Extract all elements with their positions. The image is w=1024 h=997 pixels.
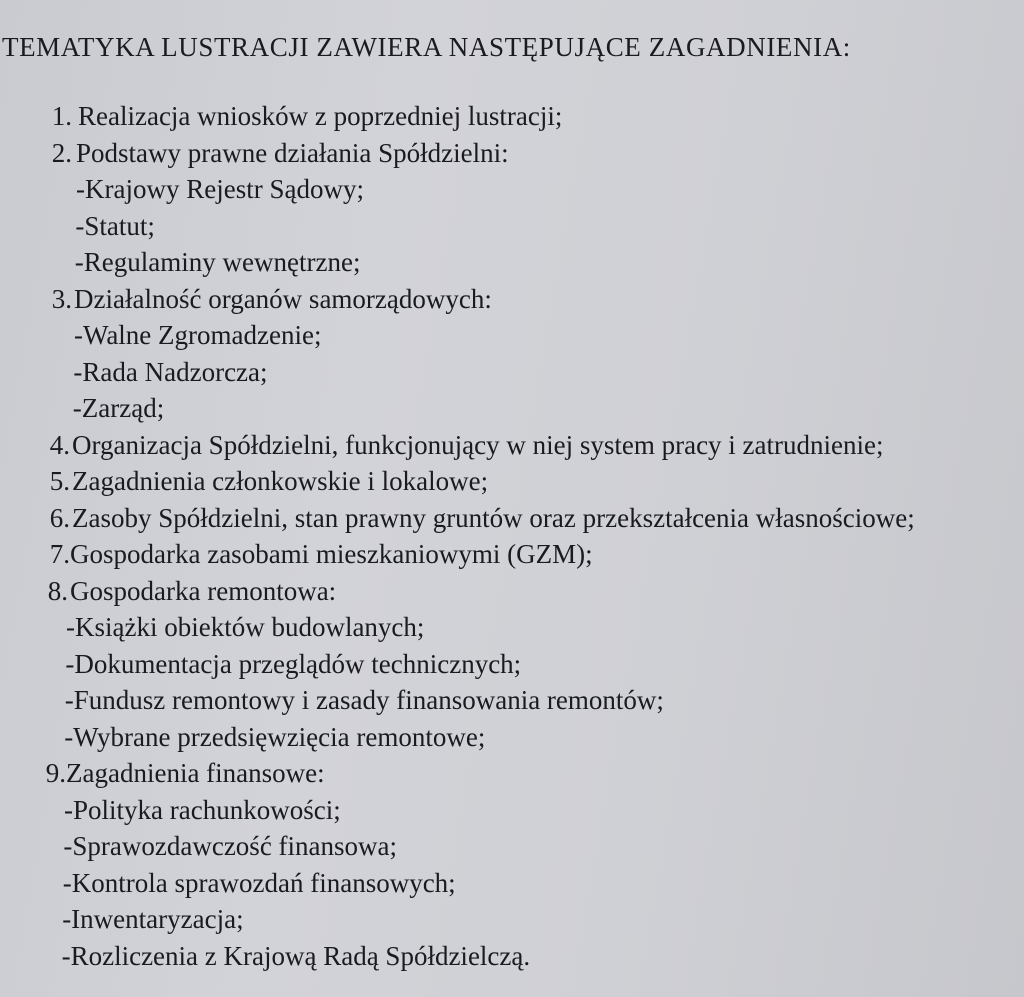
topic-text: Zasoby Spółdzielni, stan prawny gruntów oraz przekształcenia własnościowe; [72, 502, 915, 533]
topic-subitem [0, 609, 1024, 646]
topic-text: Gospodarka zasobami mieszkaniowymi (GZM); [70, 539, 593, 569]
topic-subitem [0, 390, 1024, 427]
topic-item [0, 500, 1024, 537]
topic-number: 6. [49, 502, 70, 533]
topic-text: Realizacja wniosków z poprzedniej lustracji; [78, 101, 563, 131]
topic-subitem [0, 208, 1024, 245]
topic-item [0, 536, 1024, 573]
topic-item [0, 281, 1024, 318]
topic-text: Organizacja Spółdzielni, funkcjonujący w niej system pracy i zatrudnienie; [72, 429, 884, 460]
topic-subitem [0, 317, 1024, 354]
topic-subitem-text: -Zarząd; [72, 393, 165, 423]
topic-list [0, 98, 1024, 974]
topic-item [0, 98, 1024, 135]
topic-subitem-text: -Regulaminy wewnętrzne; [74, 247, 361, 277]
topic-subitem-text: -Rada Nadzorcza; [73, 356, 268, 387]
topic-text: Zagadnienia członkowskie i lokalowe; [72, 466, 489, 496]
topic-number: 7. [49, 539, 70, 569]
topic-subitem-text: -Dokumentacja przeglądów technicznych; [65, 648, 522, 679]
topic-number: 2. [51, 137, 72, 168]
topic-text: Działalność organów samorządowych: [74, 283, 492, 314]
topic-subitem-text: -Statut; [75, 210, 155, 241]
topic-subitem-text: -Krajowy Rejestr Sądowy; [76, 174, 364, 204]
topic-item [0, 135, 1024, 172]
topic-subitem [0, 354, 1024, 391]
topic-subitem [0, 646, 1024, 683]
document-title: TEMATYKA LUSTRACJI ZAWIERA NASTĘPUJĄCE ZAGADNIENIA: [2, 32, 851, 62]
topic-subitem [0, 865, 1024, 902]
topic-item [0, 427, 1024, 464]
topic-subitem [0, 682, 1024, 719]
topic-subitem [0, 171, 1024, 208]
topic-item [0, 755, 1024, 792]
topic-item [0, 573, 1024, 610]
topic-subitem-text: -Walne Zgromadzenie; [74, 320, 322, 350]
topic-number: 4. [49, 429, 70, 460]
topic-subitem-text: -Kontrola sprawozdań finansowych; [62, 867, 456, 898]
topic-number: 1. [51, 101, 72, 131]
topic-number: 9. [45, 758, 66, 788]
topic-subitem-text: -Polityka rachunkowości; [64, 794, 341, 825]
topic-text: Gospodarka remontowa: [70, 575, 337, 606]
topic-subitem [0, 719, 1024, 756]
topic-subitem [0, 828, 1024, 865]
topic-subitem [0, 938, 1024, 975]
topic-subitem-text: -Rozliczenia z Krajową Radą Spółdzielczą. [61, 940, 531, 971]
topic-subitem [0, 901, 1024, 938]
topic-number: 8. [47, 575, 68, 606]
topic-subitem-text: -Sprawozdawczość finansowa; [63, 831, 398, 861]
topic-item [0, 463, 1024, 500]
topic-subitem-text: -Wybrane przedsięwzięcia remontowe; [64, 721, 486, 752]
topic-subitem [0, 244, 1024, 281]
topic-subitem-text: -Inwentaryzacja; [62, 904, 244, 934]
topic-subitem-text: -Książki obiektów budowlanych; [66, 612, 425, 642]
topic-text: Zagadnienia finansowe: [66, 758, 325, 788]
topic-subitem-text: -Fundusz remontowy i zasady finansowania remontów; [64, 685, 664, 715]
topic-number: 3. [51, 283, 72, 314]
topic-subitem [0, 792, 1024, 829]
topic-text: Podstawy prawne działania Spółdzielni: [76, 137, 509, 168]
topic-number: 5. [49, 466, 70, 496]
